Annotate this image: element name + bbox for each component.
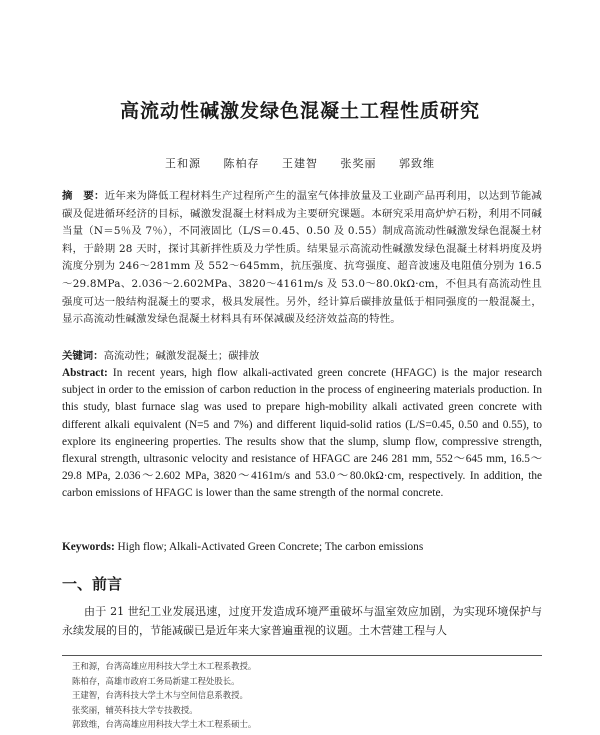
author-name: 王和源 (165, 157, 201, 170)
paper-title: 高流动性碱激发绿色混凝土工程性质研究 (119, 100, 480, 122)
author-name: 陈柏存 (223, 157, 260, 170)
footnote-line: 王和源，台湾高雄应用科技大学土木工程系教授。 (72, 661, 257, 671)
english-keywords-text: High flow; Alkali-Activated Green Concrete; The carbon emissions (114, 541, 424, 553)
author-list (0, 155, 600, 171)
footnote-line: 王建智，台湾科技大学土木与空间信息系教授。 (72, 690, 248, 701)
english-abstract (62, 365, 542, 503)
footnote-line: 郭致维，台湾高雄应用科技大学土木工程系硕士。 (72, 719, 257, 730)
footnote-line: 张奖丽，辅英科技大学专技教授。 (72, 704, 198, 715)
section-heading-introduction: 一、前言 (62, 575, 123, 593)
chinese-abstract-label: 摘 要： (62, 190, 105, 202)
english-keywords (62, 539, 542, 556)
chinese-abstract-text: 近年来为降低工程材料生产过程所产生的温室气体排放量及工业副产品再利用，以达到节能减碳及促进循环经济的目标，碱激发混凝土材料成为主要研究课题。本研究采用高炉炉石粉，利用不同碱当量（N＝5％及 7％），不同液固比（L/S＝0.45、0.50 及 0.55）制成高流动性碱激发绿色混凝土材料，于龄期 28 天时，探讨其新拌性质及力学性质。结果显示高流动性碱激发绿色混凝土材料坍度及坍流度分别为 246～281mm 及 552～645mm，抗压强度、抗弯强度、超音波速及电阻值分别为 16.5～29.8MPa、2.036～2.602MPa、3820～4161m/s 及 53.0～80.0kΩ·cm，不但具有高流动性且强度可达一般结构混凝土的要求，极具发展性。另外，经计算后碳排放量低于相同强度的一般混凝土，显示高流动性碱激发绿色混凝土材料具有环保减碳及经济效益高的特性。 (62, 190, 542, 326)
author-footnotes (72, 659, 542, 732)
footnote-divider (62, 655, 542, 656)
introduction-paragraph: 由于 21 世纪工业发展迅速，过度开发造成环境严重破坏与温室效应加剧，为实现环境保护与永续发展的目的，节能减碳已是近年来大家普遍重视的议题。土木营建工程与人 (62, 605, 542, 637)
english-abstract-label: Abstract: (62, 367, 108, 379)
footnote-line: 陈柏存，高雄市政府工务局新建工程处股长。 (72, 675, 240, 686)
chinese-keywords-label: 关键词： (62, 350, 104, 362)
author-name: 郭致维 (399, 157, 435, 170)
english-abstract-text: In recent years, high flow alkali-activated green concrete (HFAGC) is the major research subject in order to the emission of carbon reduction in the process of engineering materials production. In this study, blast furnace slag was used to prepare high-mobility alkali activated green concrete with different alkali equivalent (N=5 and 7%) and different liquid-solid ratios (L/S=0.45, 0.50 and 0.55), to explore its engineering properties. The results show that the slump, slump flow, compressive strength, flexural strength, ultrasonic velocity and resistance of HFAGC are 246 281 mm, 552～645 mm, 16.5～29.8 MPa, 2.036～2.602 MPa, 3820～4161m/s and 53.0～80.0kΩ·cm, respectively. In addition, the carbon emissions of HFAGC is lower than the same strength of the normal concrete. (62, 367, 542, 500)
chinese-abstract (62, 188, 542, 329)
author-name: 王建智 (282, 157, 318, 170)
chinese-keywords-text: 高流动性；碱激发混凝土；碳排放 (103, 350, 260, 362)
chinese-keywords (62, 348, 542, 365)
english-keywords-label: Keywords: (62, 541, 115, 553)
author-name: 张奖丽 (340, 157, 377, 170)
